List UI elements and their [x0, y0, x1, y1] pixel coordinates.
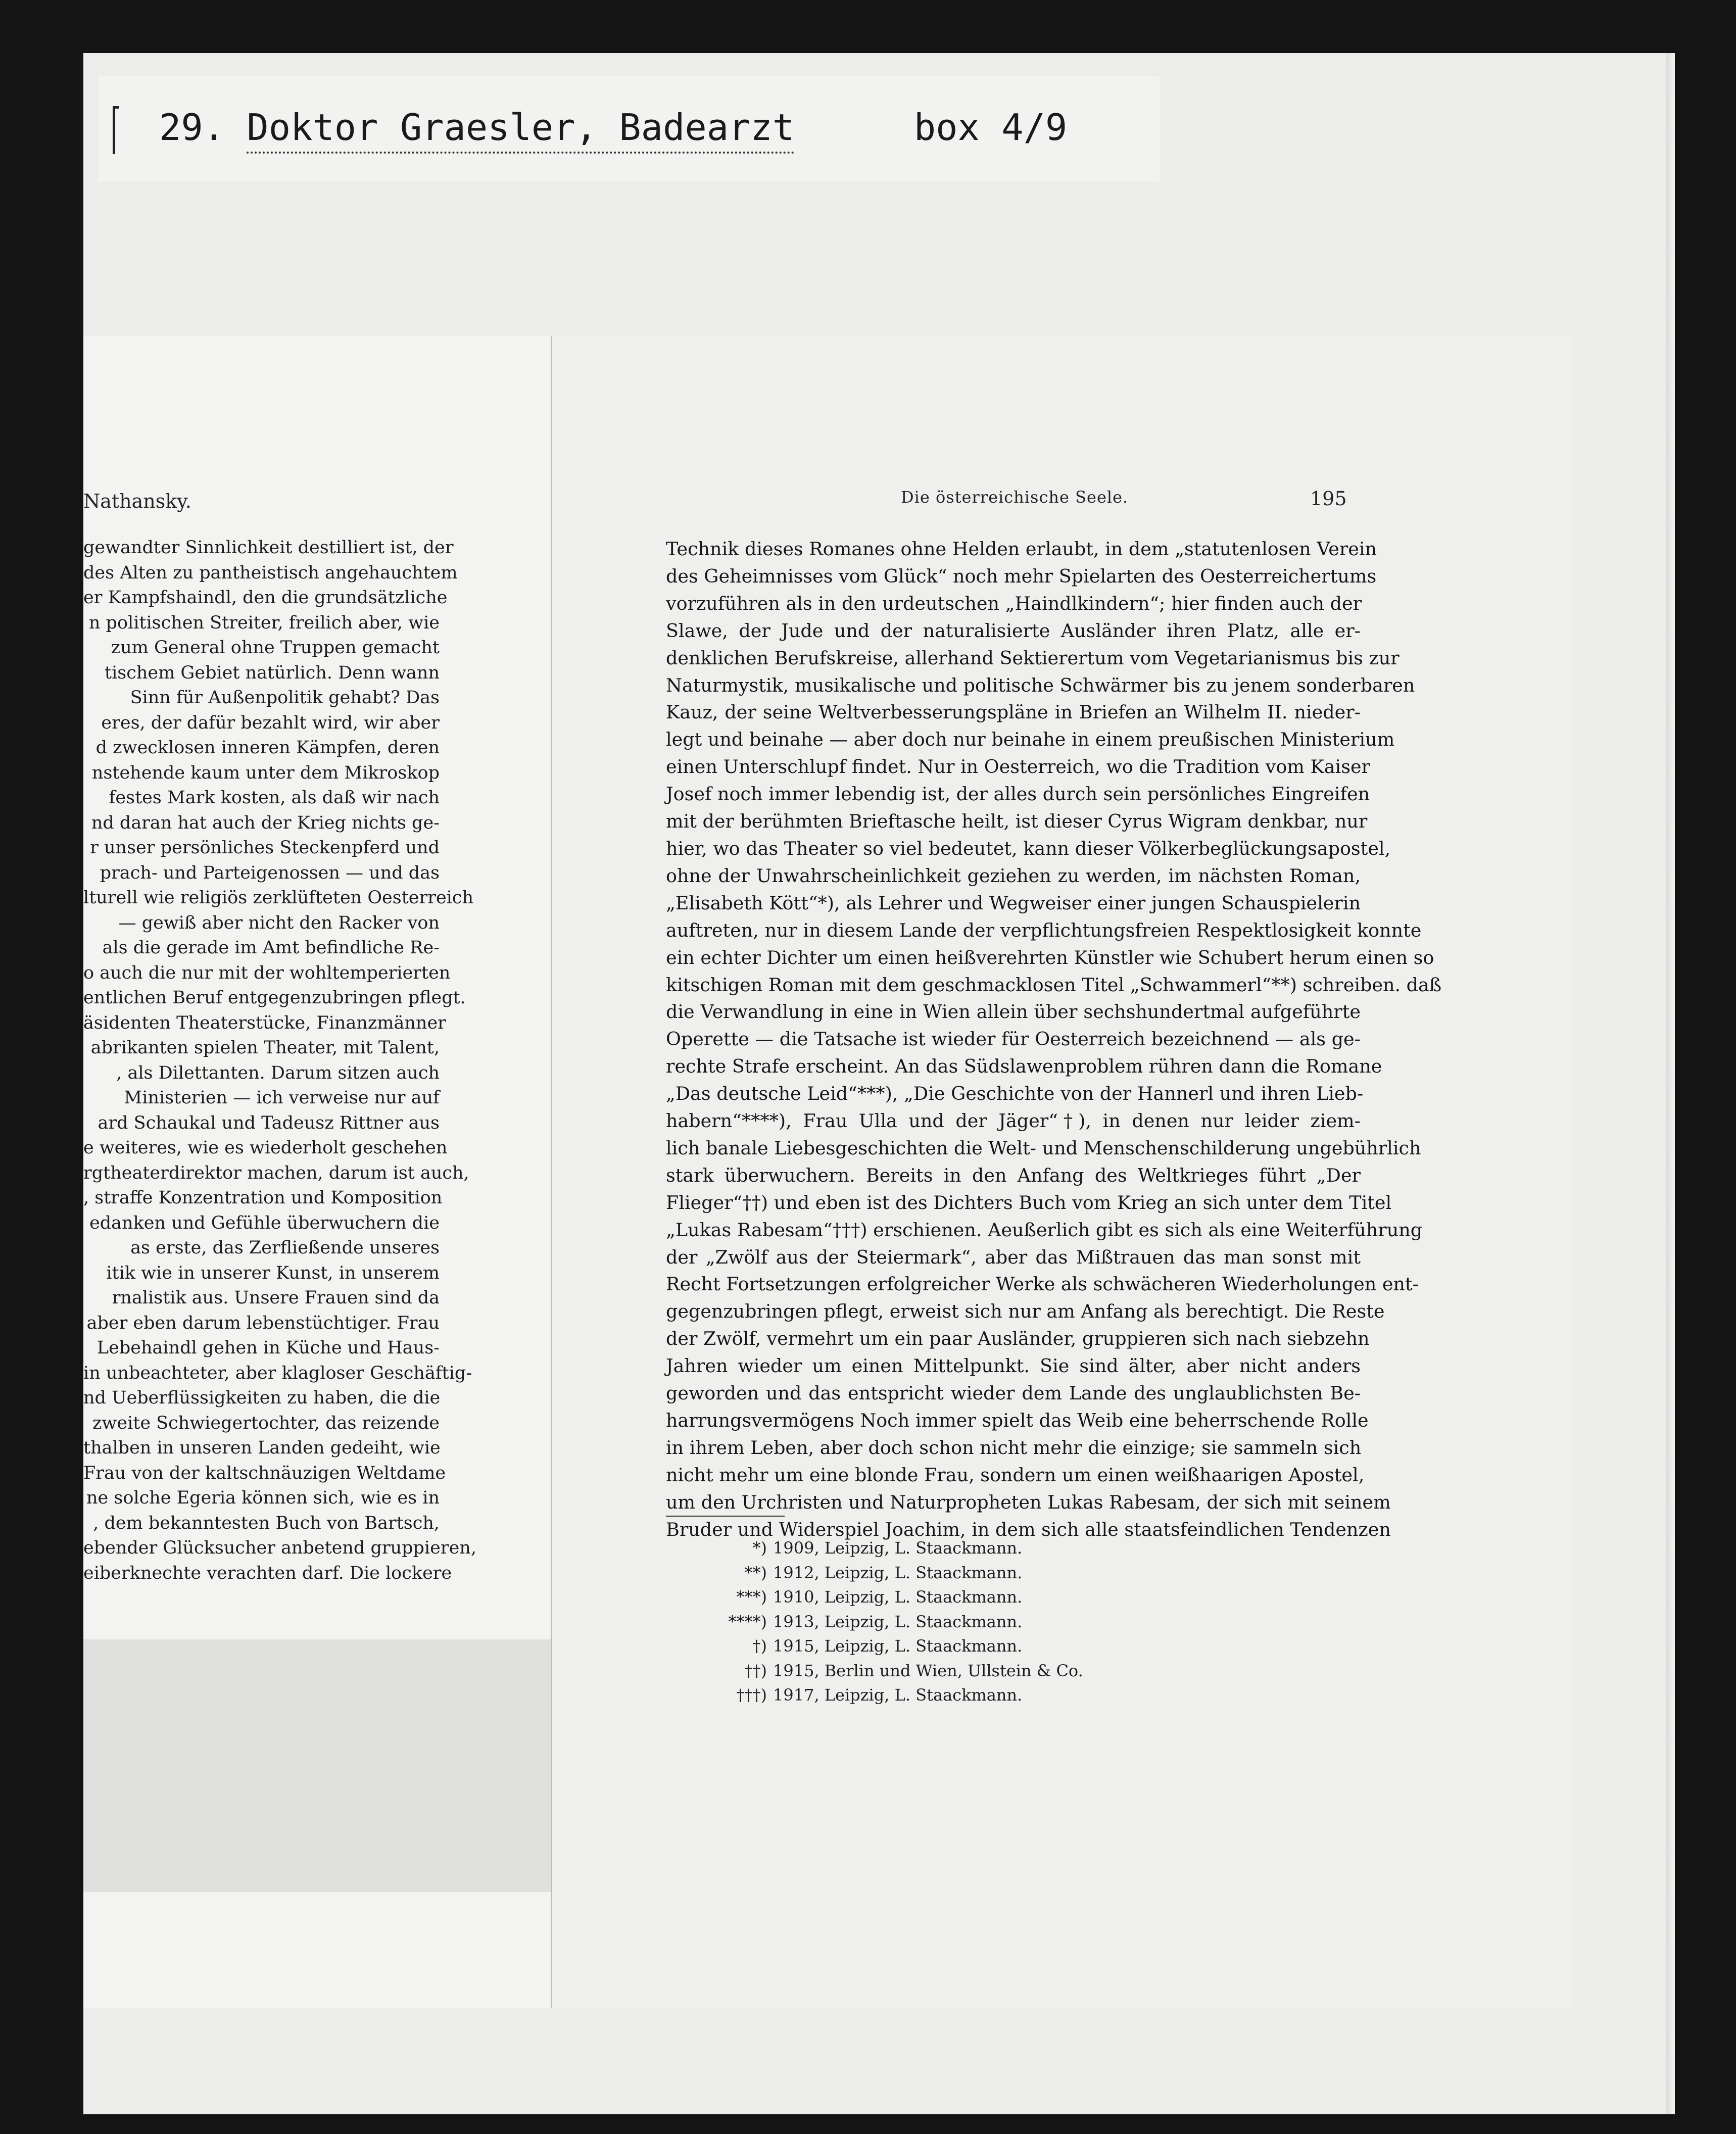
footnote-text: 1915, Leipzig, L. Staackmann. — [773, 1636, 1023, 1656]
text-line: rechte Strafe erscheint. An das Südslawenproblem rühren dann die Romane — [666, 1055, 1382, 1078]
left-text-line: Lebehaindl gehen in Küche und Haus- — [97, 1338, 440, 1358]
text-line: gegenzubringen pflegt, erweist sich nur am Anfang als berechtigt. Die Reste — [666, 1300, 1385, 1323]
text-line: Naturmystik, musikalische und politische Schwärmer bis zu jenem sonderbaren — [666, 674, 1415, 696]
left-text-line: Frau von der kaltschnäuzigen Weltdame — [83, 1463, 446, 1483]
label-corner-mark — [113, 106, 119, 154]
left-text-line: abrikanten spielen Theater, mit Talent, — [90, 1038, 440, 1058]
left-text-line: ebender Glücksucher anbetend gruppieren, — [83, 1538, 476, 1558]
label-number: 29. — [159, 106, 225, 149]
text-line: nicht mehr um eine blonde Frau, sondern um einen weißhaarigen Apostel, — [666, 1464, 1365, 1486]
left-text-line: — gewiß aber nicht den Racker von — [118, 912, 440, 933]
left-text-line: nstehende kaum unter dem Mikroskop — [91, 762, 440, 783]
left-text-line: as erste, das Zerfließende unseres — [130, 1238, 440, 1258]
left-page-text — [83, 536, 476, 1586]
running-head-title: Die österreichische Seele. — [901, 488, 1129, 507]
footnote — [666, 1536, 1121, 1561]
left-text-line: d zwecklosen inneren Kämpfen, deren — [95, 738, 440, 758]
left-text-line: zum General ohne Truppen gemacht — [111, 638, 440, 658]
text-line: Kauz, der seine Weltverbesserungspläne in Briefen an Wilhelm II. nieder- — [666, 701, 1361, 723]
left-text-line: festes Mark kosten, als daß wir nach — [109, 788, 440, 808]
text-line: einen Unterschlupf findet. Nur in Oesterreich, wo die Tradition vom Kaiser — [666, 756, 1371, 778]
text-line: mit der berühmten Brieftasche heilt, ist dieser Cyrus Wigram denkbar, nur — [666, 810, 1368, 833]
text-line: Slawe, der Jude und der naturalisierte Ausländer ihren Platz, alle er- — [666, 619, 1361, 642]
text-line: vorzuführen als in den urdeutschen „Haindlkindern“; hier finden auch der — [666, 592, 1362, 614]
left-text-line: äsidenten Theaterstücke, Finanzmänner — [83, 1012, 446, 1033]
text-line: harrungsvermögens Noch immer spielt das Weib eine beherrschende Rolle — [666, 1410, 1369, 1431]
text-line: Recht Fortsetzungen erfolgreicher Werke als schwächeren Wiederholungen ent- — [666, 1273, 1419, 1295]
footnote-text: 1910, Leipzig, L. Staackmann. — [773, 1587, 1023, 1607]
footnote-text: 1915, Berlin und Wien, Ullstein & Co. — [773, 1661, 1083, 1680]
left-text-line: eiberknechte verachten darf. Die lockere — [83, 1563, 452, 1583]
text-line: „Das deutsche Leid“***), „Die Geschichte von der Hannerl und ihren Lieb- — [666, 1083, 1364, 1105]
left-text-line: nd Ueberflüssigkeiten zu haben, die die — [83, 1388, 441, 1408]
text-line: habern“****), Frau Ulla und der Jäger“†), in denen nur leider ziem- — [666, 1110, 1361, 1132]
left-text-line: itik wie in unserer Kunst, in unserem — [106, 1263, 440, 1283]
text-line: der Zwölf, vermehrt um ein paar Ausländer, gruppieren sich nach siebzehn — [666, 1328, 1370, 1350]
footnotes — [666, 1536, 1121, 1708]
text-line: in ihrem Leben, aber doch schon nicht mehr die einzige; sie sammeln sich — [666, 1436, 1362, 1459]
text-line: Flieger“††) und eben ist des Dichters Buch vom Krieg an sich unter dem Titel — [666, 1191, 1392, 1214]
footnote — [666, 1585, 1121, 1610]
text-line: hier, wo das Theater so viel bedeutet, kann dieser Völkerbeglückungsapostel, — [666, 837, 1391, 859]
left-text-line: r unser persönliches Steckenpferd und — [90, 838, 440, 858]
left-text-line: , straffe Konzentration und Komposition — [83, 1188, 443, 1208]
left-text-line: entlichen Beruf entgegenzubringen pflegt. — [83, 988, 466, 1008]
text-line: geworden und das entspricht wieder dem Lande des unglaublichsten Be- — [666, 1382, 1361, 1404]
left-text-line: thalben in unseren Landen gedeiht, wie — [83, 1438, 441, 1458]
right-page — [551, 336, 1573, 2008]
left-text-line: eres, der dafür bezahlt wird, wir aber — [101, 712, 440, 733]
text-line: ohne der Unwahrscheinlichkeit geziehen zu werden, im nächsten Roman, — [666, 864, 1361, 887]
footnote-mark: ****) — [728, 1612, 767, 1631]
left-text-line: aber eben darum lebenstüchtiger. Frau — [86, 1313, 440, 1333]
footnote — [666, 1634, 1121, 1659]
text-line: auftreten, nur in diesem Lande der verpflichtungsfreien Respektlosigkeit konnte — [666, 919, 1422, 941]
left-text-line: nd daran hat auch der Krieg nichts ge- — [91, 812, 440, 833]
footnote-mark: †††) — [736, 1685, 767, 1705]
footnote — [666, 1610, 1121, 1634]
text-line: denklichen Berufskreise, allerhand Sektierertum vom Vegetarianismus bis zur — [666, 647, 1400, 669]
left-text-line: e weiteres, wie es wiederholt geschehen — [83, 1138, 448, 1158]
sheet-edge — [1666, 53, 1675, 2114]
left-text-line: o auch die nur mit der wohltemperierten — [83, 962, 451, 983]
text-line: kitschigen Roman mit dem geschmacklosen Titel „Schwammerl“**) schreiben. daß — [666, 974, 1442, 996]
archive-sheet — [83, 53, 1675, 2114]
text-line: ein echter Dichter um einen heißverehrten Künstler wie Schubert herum einen so — [666, 946, 1434, 968]
footnote — [666, 1659, 1121, 1683]
text-line: Bruder und Widerspiel Joachim, in dem sich alle staatsfeindlichen Tendenzen — [666, 1518, 1391, 1540]
left-text-line: , dem bekanntesten Buch von Bartsch, — [93, 1513, 440, 1533]
left-text-line: prach- und Parteigenossen — und das — [100, 862, 440, 883]
left-text-line: , als Dilettanten. Darum sitzen auch — [116, 1062, 440, 1083]
text-line: stark überwuchern. Bereits in den Anfang des Weltkrieges führt „Der — [666, 1164, 1361, 1186]
left-text-line: zweite Schwiegertochter, das reizende — [92, 1413, 440, 1433]
label-box: box 4/9 — [913, 106, 1068, 149]
footnote — [666, 1683, 1121, 1708]
left-page-underlay — [83, 1639, 589, 1892]
text-line: Jahren wieder um einen Mittelpunkt. Sie sind älter, aber nicht anders — [666, 1355, 1361, 1377]
left-text-line: lturell wie religiös zerklüfteten Oesterreich — [83, 888, 473, 908]
left-text-line: in unbeachteter, aber klagloser Geschäftig- — [83, 1363, 472, 1383]
text-line: der „Zwölf aus der Steiermark“, aber das Mißtrauen das man sonst mit — [666, 1246, 1361, 1268]
left-text-line: edanken und Gefühle überwuchern die — [89, 1212, 440, 1233]
label-title: Doktor Graesler, Badearzt — [247, 106, 794, 154]
text-line: um den Urchristen und Naturpropheten Lukas Rabesam, der sich mit seinem — [666, 1491, 1391, 1513]
footnote-text: 1913, Leipzig, L. Staackmann. — [773, 1612, 1023, 1631]
left-text-line: ne solche Egeria können sich, wie es in — [86, 1488, 440, 1508]
text-line: lich banale Liebesgeschichten die Welt- und Menschenschilderung ungebührlich — [666, 1137, 1421, 1159]
left-text-line: Sinn für Außenpolitik gehabt? Das — [130, 688, 440, 708]
left-text-line: tischem Gebiet natürlich. Denn wann — [105, 662, 440, 683]
footnote-text: 1909, Leipzig, L. Staackmann. — [773, 1538, 1023, 1558]
left-text-line: ard Schaukal und Tadeusz Rittner aus — [98, 1112, 440, 1133]
left-text-line: er Kampfshaindl, den die grundsätzliche — [83, 588, 448, 608]
text-line: Josef noch immer lebendig ist, der alles durch sein persönliches Eingreifen — [666, 783, 1370, 805]
footnote-rule — [666, 1516, 785, 1517]
folder-label — [99, 76, 1160, 182]
text-line: „Lukas Rabesam“†††) erschienen. Aeußerlich gibt es sich als eine Weiterführung — [666, 1219, 1423, 1241]
left-text-line: n politischen Streiter, freilich aber, wie — [88, 612, 440, 633]
left-text-line: rgtheaterdirektor machen, darum ist auch, — [83, 1162, 469, 1183]
left-text-line: rnalistik aus. Unsere Frauen sind da — [112, 1288, 440, 1308]
footnote-text: 1917, Leipzig, L. Staackmann. — [773, 1685, 1023, 1705]
text-line: legt und beinahe — aber doch nur beinahe in einem preußischen Ministerium — [666, 729, 1395, 751]
text-line: Technik dieses Romanes ohne Helden erlaubt, in dem „statutenlosen Verein — [666, 538, 1377, 560]
text-line: „Elisabeth Kött“*), als Lehrer und Wegweiser einer jungen Schauspielerin — [666, 892, 1361, 914]
footnote-mark: †) — [752, 1636, 767, 1656]
left-text-line: gewandter Sinnlichkeit destilliert ist, der — [83, 538, 454, 558]
footnote-mark: **) — [744, 1563, 767, 1582]
label-text — [159, 106, 1067, 149]
footnote-text: 1912, Leipzig, L. Staackmann. — [773, 1563, 1023, 1582]
footnote-mark: ***) — [736, 1587, 767, 1607]
footnote-mark: ††) — [744, 1661, 767, 1680]
left-running-head: Nathansky. — [83, 490, 191, 512]
left-text-line: als die gerade im Amt befindliche Re- — [102, 938, 440, 958]
text-line: die Verwandlung in eine in Wien allein über sechshundertmal aufgeführte — [666, 1001, 1361, 1023]
footnote-mark: *) — [752, 1538, 767, 1558]
footnote — [666, 1561, 1121, 1585]
left-text-line: des Alten zu pantheistisch angehauchtem — [83, 562, 458, 583]
text-line: Operette — die Tatsache ist wieder für Oesterreich bezeichnend — als ge- — [666, 1028, 1361, 1050]
left-text-line: Ministerien — ich verweise nur auf — [124, 1088, 440, 1108]
text-line: des Geheimnisses vom Glück“ noch mehr Spielarten des Oesterreichertums — [666, 565, 1377, 587]
main-body-text — [666, 536, 1442, 1543]
page-number: 195 — [1310, 488, 1347, 510]
